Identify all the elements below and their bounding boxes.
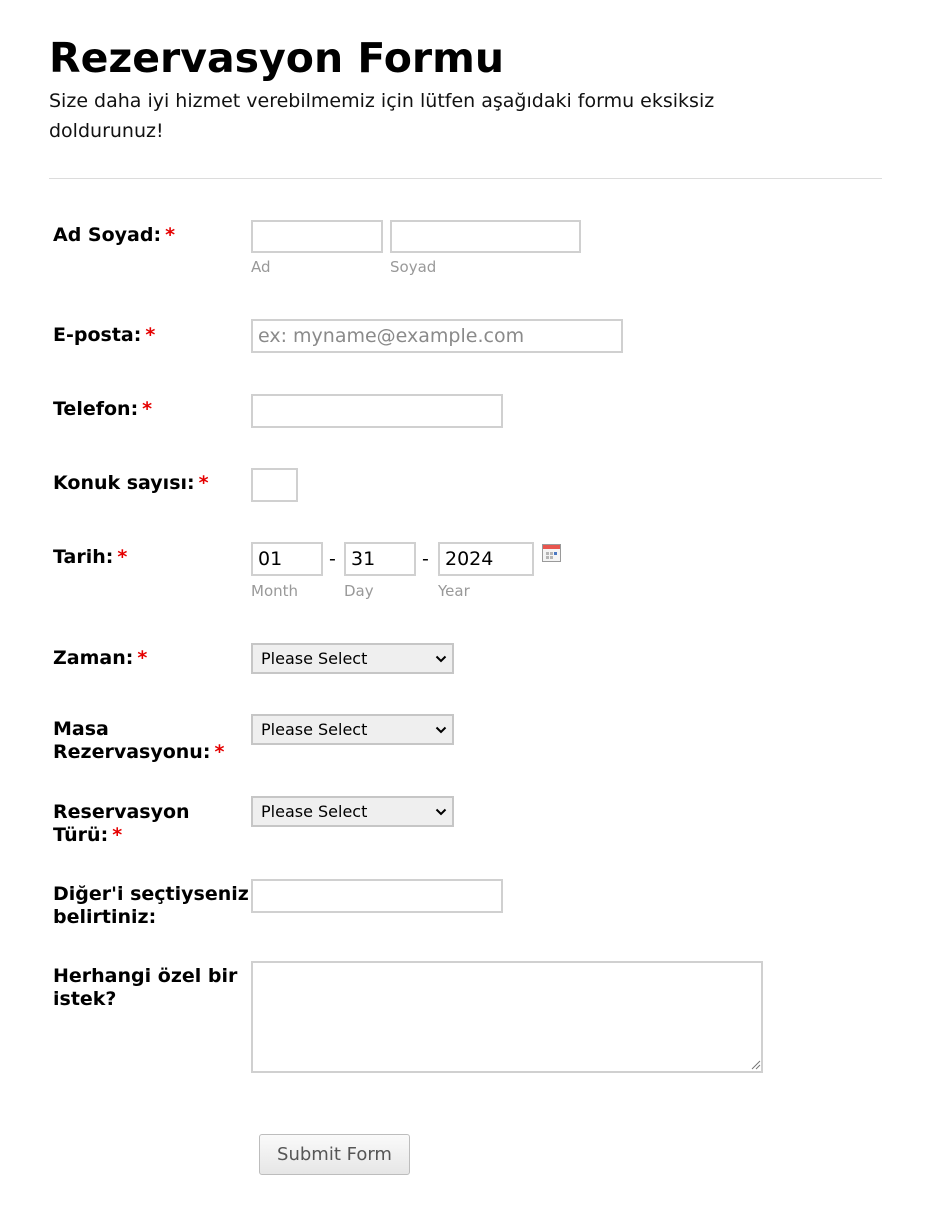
phone-label-text: Telefon: [53, 398, 139, 420]
day-sublabel: Day [344, 582, 374, 600]
phone-input[interactable] [251, 394, 503, 428]
required-asterisk: * [117, 546, 128, 568]
required-asterisk: * [137, 647, 148, 669]
month-sublabel: Month [251, 582, 299, 600]
special-request-label [53, 965, 237, 1011]
name-label-text: Ad Soyad: [53, 224, 162, 246]
first-name-sublabel: Ad [251, 258, 271, 276]
table-reservation-select[interactable] [251, 714, 454, 745]
reservation-type-label [53, 801, 190, 847]
date-day-input[interactable] [344, 542, 416, 576]
request-label-line2: istek? [53, 988, 117, 1010]
required-asterisk: * [198, 472, 209, 494]
date-separator: - [329, 548, 336, 570]
required-asterisk: * [112, 824, 123, 846]
phone-label [53, 398, 152, 421]
required-asterisk: * [145, 324, 156, 346]
required-asterisk: * [165, 224, 175, 246]
other-label-line1: Diğer'i seçtiyseniz [53, 883, 249, 905]
special-request-textarea[interactable] [251, 961, 763, 1073]
time-select[interactable] [251, 643, 454, 674]
table-label-line2: Rezervasyonu: [53, 741, 211, 763]
reservation-type-select[interactable] [251, 796, 454, 827]
required-asterisk: * [142, 398, 153, 420]
calendar-icon[interactable] [542, 544, 561, 562]
type-label-line1: Reservasyon [53, 801, 190, 823]
year-sublabel: Year [438, 582, 470, 600]
time-label-text: Zaman: [53, 647, 134, 669]
chevron-down-icon [435, 653, 447, 665]
email-label-text: E-posta: [53, 324, 142, 346]
chevron-down-icon [435, 724, 447, 736]
request-label-line1: Herhangi özel bir [53, 965, 238, 987]
guests-label [53, 472, 209, 495]
table-label-line1: Masa [53, 718, 109, 740]
date-month-input[interactable] [251, 542, 323, 576]
table-reservation-label [53, 718, 224, 764]
page-subtitle: Size daha iyi hizmet verebilmemiz için lütfen aşağıdaki formu eksiksiz doldurunuz! [49, 90, 715, 142]
first-name-input[interactable] [251, 220, 383, 253]
last-name-sublabel: Soyad [390, 258, 437, 276]
header-divider [49, 178, 882, 179]
page-title: Rezervasyon Formu [49, 34, 505, 82]
email-input[interactable] [251, 319, 623, 353]
chevron-down-icon [435, 806, 447, 818]
other-label-line2: belirtiniz: [53, 906, 157, 928]
date-label [53, 546, 127, 569]
time-label [53, 647, 147, 670]
submit-button[interactable]: Submit Form [259, 1134, 410, 1175]
required-asterisk: * [214, 741, 225, 763]
guest-count-input[interactable] [251, 468, 298, 502]
date-separator: - [422, 548, 429, 570]
table-select-value: Please Select [261, 720, 368, 739]
other-input[interactable] [251, 879, 503, 913]
type-label-line2: Türü: [53, 824, 109, 846]
last-name-input[interactable] [390, 220, 581, 253]
email-label [53, 324, 155, 347]
other-label [53, 883, 249, 929]
type-select-value: Please Select [261, 802, 368, 821]
resize-handle-icon[interactable] [749, 1058, 761, 1070]
time-select-value: Please Select [261, 649, 368, 668]
date-label-text: Tarih: [53, 546, 114, 568]
name-label [53, 224, 175, 247]
date-year-input[interactable] [438, 542, 534, 576]
guests-label-text: Konuk sayısı: [53, 472, 195, 494]
